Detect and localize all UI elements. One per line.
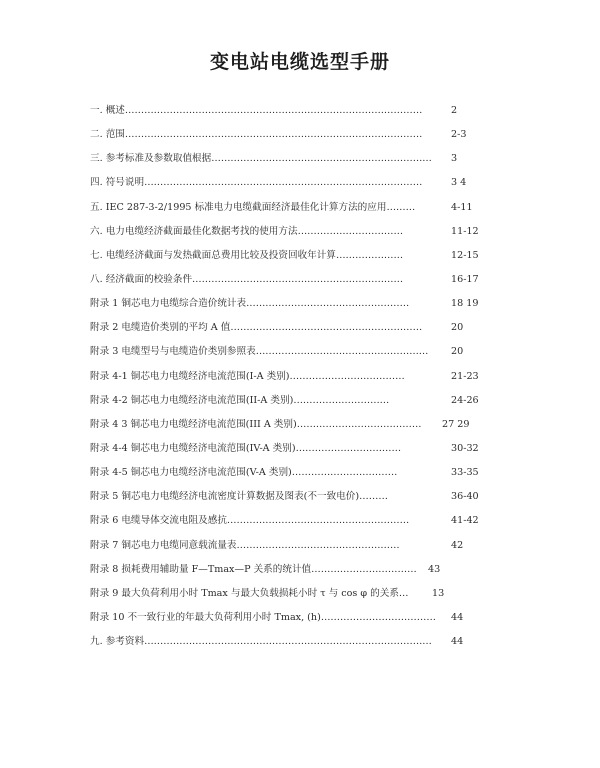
toc-entry-text: 二. 范围………………………………………………………………………………… [90,129,423,141]
toc-entry-page: 13 [432,587,445,599]
toc-entry-page: 30-32 [451,442,479,454]
toc-entry-text: 一. 概述………………………………………………………………………………… [90,105,423,116]
toc-entry-text: 附录 4-5 铜芯电力电缆经济电流范围(V-A 类别)…………………………… [90,467,398,479]
toc-entry-page: 20 [451,346,464,358]
table-of-contents [90,99,490,654]
toc-entry-page: 16-17 [451,273,479,285]
toc-entry-text: 附录 8 损耗费用辅助量 F—Tmax—P 关系的统计值…………………………… [90,563,417,575]
toc-entry-text: 三. 参考标准及参数取值根据…………………………………………………………… [90,153,432,165]
toc-entry-bibliography [90,630,490,654]
toc-entry-iec-method [90,196,490,220]
toc-entry-text: 附录 10 不一致行业的年最大负荷利用小时 Tmax, (h)……………………………… [90,611,436,623]
toc-entry-appendix-3 [90,340,490,364]
toc-entry-page: 44 [451,636,464,648]
toc-entry-overview [90,99,490,123]
toc-entry-page: 27 29 [442,418,470,430]
toc-entry-text: 四. 符号说明…………………………………………………………………………… [90,177,423,189]
toc-entry-page: 3 [451,153,458,165]
toc-entry-page: 2-3 [451,129,467,141]
toc-entry-text: 九. 参考资料……………………………………………………………………………… [90,636,432,648]
toc-entry-page: 42 [451,539,464,551]
toc-entry-appendix-2 [90,316,490,340]
toc-entry-verification [90,268,490,292]
toc-entry-page: 44 [451,611,464,623]
toc-entry-page: 4-11 [451,201,473,213]
toc-entry-page: 12-15 [451,249,479,261]
toc-entry-text: 附录 4 3 铜芯电力电缆经济电流范围(III A 类别)………………………………… [90,418,422,430]
toc-entry-text: 八. 经济截面的校验条件………………………………………………………… [90,273,404,285]
toc-entry-text: 附录 5 铜芯电力电缆经济电流密度计算数据及图表(不一致电价)……… [90,491,388,503]
toc-entry-appendix-7 [90,534,490,558]
toc-entry-text: 五. IEC 287-3-2/1995 标准电力电缆截面经济最佳化计算方法的应用……… [90,201,416,213]
toc-entry-usage [90,220,490,244]
document-title: 变电站电缆选型手册 [209,51,390,73]
toc-entry-page: 21-23 [451,370,479,382]
toc-entry-text: 七. 电缆经济截面与发热截面总费用比较及投资回收年计算………………… [90,249,404,261]
toc-entry-page: 3 4 [451,177,467,189]
toc-entry-cost-comparison [90,244,490,268]
toc-entry-text: 附录 7 铜芯电力电缆同意载流量表…………………………………………… [90,539,400,551]
toc-entry-page: 11-12 [451,225,479,237]
toc-entry-page: 43 [428,563,441,575]
toc-entry-appendix-4-2 [90,389,490,413]
toc-entry-appendix-10 [90,606,490,630]
toc-entry-page: 20 [451,322,464,334]
toc-entry-page: 24-26 [451,394,479,406]
toc-entry-page: 33-35 [451,467,479,479]
toc-entry-text: 附录 4-4 铜芯电力电缆经济电流范围(IV-A 类别)…………………………… [90,442,402,454]
toc-entry-appendix-6 [90,509,490,533]
toc-entry-appendix-5 [90,485,490,509]
toc-entry-appendix-4-5 [90,461,490,485]
toc-entry-text: 附录 9 最大负荷利用小时 Tmax 与最大负载损耗小时 τ 与 cos φ 的关系… [90,587,409,599]
toc-entry-page: 36-40 [451,491,479,503]
toc-entry-text: 附录 1 铜芯电力电缆综合造价统计表…………………………………………… [90,298,410,310]
toc-entry-appendix-4-4 [90,437,490,461]
toc-entry-appendix-4-3 [90,413,490,437]
toc-entry-text: 附录 3 电缆型号与电缆造价类别参照表……………………………………………… [90,346,429,358]
toc-entry-text: 附录 6 电缆导体交流电阻及感抗………………………………………………… [90,515,410,527]
toc-entry-text: 六. 电力电缆经济截面最佳化数据考找的使用方法…………………………… [90,225,404,237]
toc-entry-text: 附录 2 电缆造价类别的平均 A 值…………………………………………………… [90,322,423,334]
toc-entry-page: 2 [451,105,458,116]
toc-entry-text: 附录 4-1 铜芯电力电缆经济电流范围(I-A 类别)……………………………… [90,370,405,382]
toc-entry-appendix-8 [90,558,490,582]
toc-entry-references [90,147,490,171]
toc-entry-page: 41-42 [451,515,479,527]
toc-entry-appendix-9 [90,582,490,606]
toc-entry-symbols [90,171,490,195]
toc-entry-scope [90,123,490,147]
toc-entry-appendix-4-1 [90,365,490,389]
toc-entry-page: 18 19 [451,298,479,310]
toc-entry-text: 附录 4-2 铜芯电力电缆经济电流范围(II-A 类别)………………………… [90,394,390,406]
toc-entry-appendix-1 [90,292,490,316]
